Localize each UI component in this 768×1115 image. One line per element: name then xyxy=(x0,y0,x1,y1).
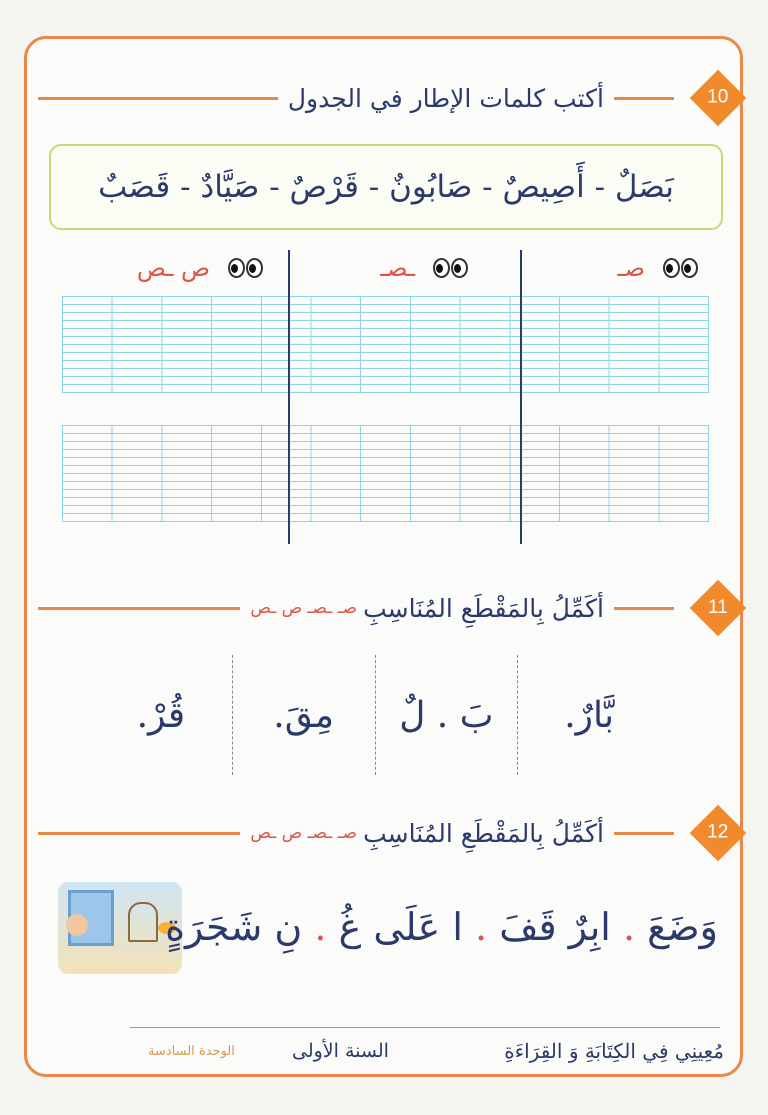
fill-in-word[interactable]: مِقَ. xyxy=(233,655,376,775)
column-letters: صـ xyxy=(617,254,645,282)
header-rule xyxy=(614,607,674,610)
book-title: مُعِينِي فِي الكِتَابَةِ وَ القِرَاءَةِ xyxy=(504,1039,724,1063)
header-rule xyxy=(614,832,674,835)
unit-label: الوحدة السادسة xyxy=(148,1043,235,1059)
eyes-icon xyxy=(228,258,263,278)
exercise-title: أكتب كلمات الإطار في الجدول xyxy=(287,83,604,113)
exercise-12-header xyxy=(28,811,738,855)
header-rule xyxy=(614,97,674,100)
blank-dot[interactable]: . xyxy=(622,905,636,949)
exercise-number-badge: 11 xyxy=(690,580,747,637)
fill-in-word[interactable]: بَّارٌ. xyxy=(564,694,615,736)
eyes-icon xyxy=(433,258,468,278)
syllable-hint: صـ ـصـ ص ـص xyxy=(250,598,358,618)
sentence-part: ا عَلَى غُ xyxy=(338,905,463,949)
column-letters: ص ـص xyxy=(136,254,210,282)
header-rule xyxy=(38,607,240,610)
illustration-kid-with-bird xyxy=(58,882,182,974)
sentence-part: وَضَعَ xyxy=(647,905,718,949)
writing-lines-bottom[interactable] xyxy=(62,425,709,522)
column-header-final xyxy=(137,254,263,282)
school-year: السنة الأولى xyxy=(292,1040,389,1062)
exercise-10-header xyxy=(28,76,738,120)
syllable-hint: صـ ـصـ ص ـص xyxy=(250,823,358,843)
writing-lines-top[interactable] xyxy=(62,296,709,393)
column-divider xyxy=(520,250,522,544)
blank-dot[interactable]: . xyxy=(475,905,488,949)
fill-in-words xyxy=(90,655,660,775)
fill-in-sentence[interactable] xyxy=(165,905,718,949)
sentence-part: ابِرٌ قَفَ xyxy=(499,905,611,949)
word-frame: بَصَلٌ - أَصِيصٌ - صَابُونٌ - قَرْصٌ - صَيَّادٌ - قَصَبٌ xyxy=(49,144,723,230)
sentence-part: نِ شَجَرَةٍ xyxy=(165,905,303,949)
exercise-number-badge: 12 xyxy=(690,805,747,862)
exercise-title: أكَمِّلُ بِالمَقْطَعِ المُنَاسِبِ xyxy=(363,818,604,848)
header-rule xyxy=(38,97,278,100)
column-letters: ـصـ xyxy=(380,254,415,282)
column-header-initial xyxy=(618,254,698,282)
eyes-icon xyxy=(663,258,698,278)
fill-in-word[interactable]: بَ . لٌ xyxy=(376,655,519,775)
column-divider xyxy=(288,250,290,544)
header-rule xyxy=(38,832,240,835)
column-header-middle xyxy=(380,254,468,282)
exercise-number-badge: 10 xyxy=(690,70,747,127)
blank-dot[interactable]: . xyxy=(314,905,327,949)
fill-in-word[interactable]: قُرْ. xyxy=(90,655,233,775)
footer-rule xyxy=(130,1027,720,1028)
exercise-11-header xyxy=(28,586,738,630)
exercise-title: أكَمِّلُ بِالمَقْطَعِ المُنَاسِبِ xyxy=(363,593,604,623)
